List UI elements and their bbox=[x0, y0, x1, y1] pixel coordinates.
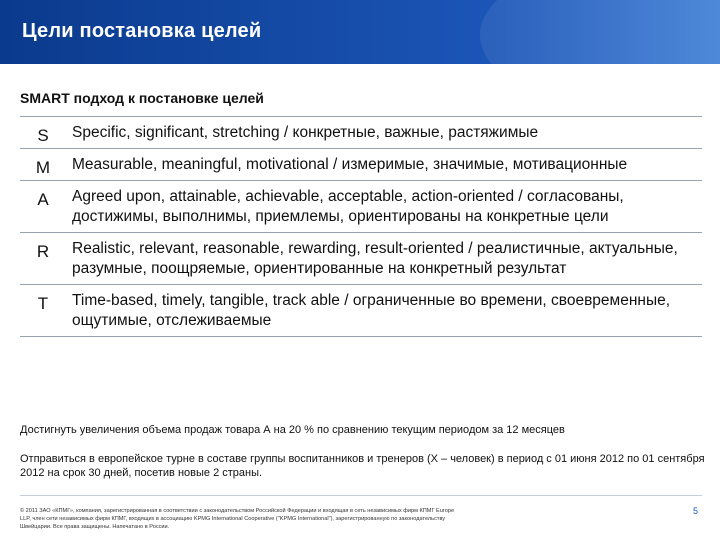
banner-decoration bbox=[480, 0, 720, 64]
smart-letter: M bbox=[35, 158, 51, 177]
smart-table bbox=[20, 116, 702, 337]
smart-description: Agreed upon, attainable, achievable, acceptable, action-oriented / согласованы, достижимы, выполнимы, приемлемы, ориентированы на конкретные цели bbox=[72, 188, 624, 225]
example-goal-sales: Достигнуть увеличения объема продаж товара А на 20 % по сравнению текущим периодом за 12 месяцев bbox=[20, 424, 565, 436]
smart-row-a bbox=[20, 181, 702, 233]
smart-letter: A bbox=[37, 190, 49, 209]
section-subtitle: SMART подход к постановке целей bbox=[20, 90, 264, 106]
copyright-notice: © 2011 ЗАО «КПМГ», компания, зарегистрированная в соответствии с законодательством Российской Федерации и входящая в сеть независимых фирм КПМГ Europe LLP, член сети независимых фирм КПМГ, входящих в ассоциацию KPMG International Cooperative ("KPMG International"), зарегистрированную по законодательству Швейцарии. Все права защищены. Напечатано в России. bbox=[20, 508, 455, 530]
smart-row-t bbox=[20, 285, 702, 337]
smart-description: Specific, significant, stretching / конкретные, важные, растяжимые bbox=[72, 124, 539, 141]
smart-row-m bbox=[20, 149, 702, 181]
smart-row-s bbox=[20, 116, 702, 149]
footer-divider bbox=[20, 495, 702, 496]
page-number: 5 bbox=[692, 506, 698, 516]
smart-letter: R bbox=[36, 242, 50, 261]
smart-description: Time-based, timely, tangible, track able / ограниченные во времени, своевременные, ощутимые, отслеживаемые bbox=[72, 292, 671, 329]
title-banner bbox=[0, 0, 720, 64]
smart-row-r bbox=[20, 233, 702, 285]
example-goal-tour: Отправиться в европейское турне в составе группы воспитанников и тренеров (Х – человек) в период с 01 июня 2012 по 01 сентября 2012 на срок 30 дней, посетив новые 2 страны. bbox=[20, 453, 705, 479]
smart-letter: T bbox=[37, 294, 49, 313]
smart-description: Measurable, meaningful, motivational / измеримые, значимые, мотивационные bbox=[72, 156, 628, 173]
smart-description: Realistic, relevant, reasonable, rewarding, result-oriented / реалистичные, актуальные, разумные, поощряемые, ориентированные на конкретный результат bbox=[72, 240, 678, 277]
smart-letter: S bbox=[37, 126, 49, 145]
page-title: Цели постановка целей bbox=[22, 20, 262, 42]
